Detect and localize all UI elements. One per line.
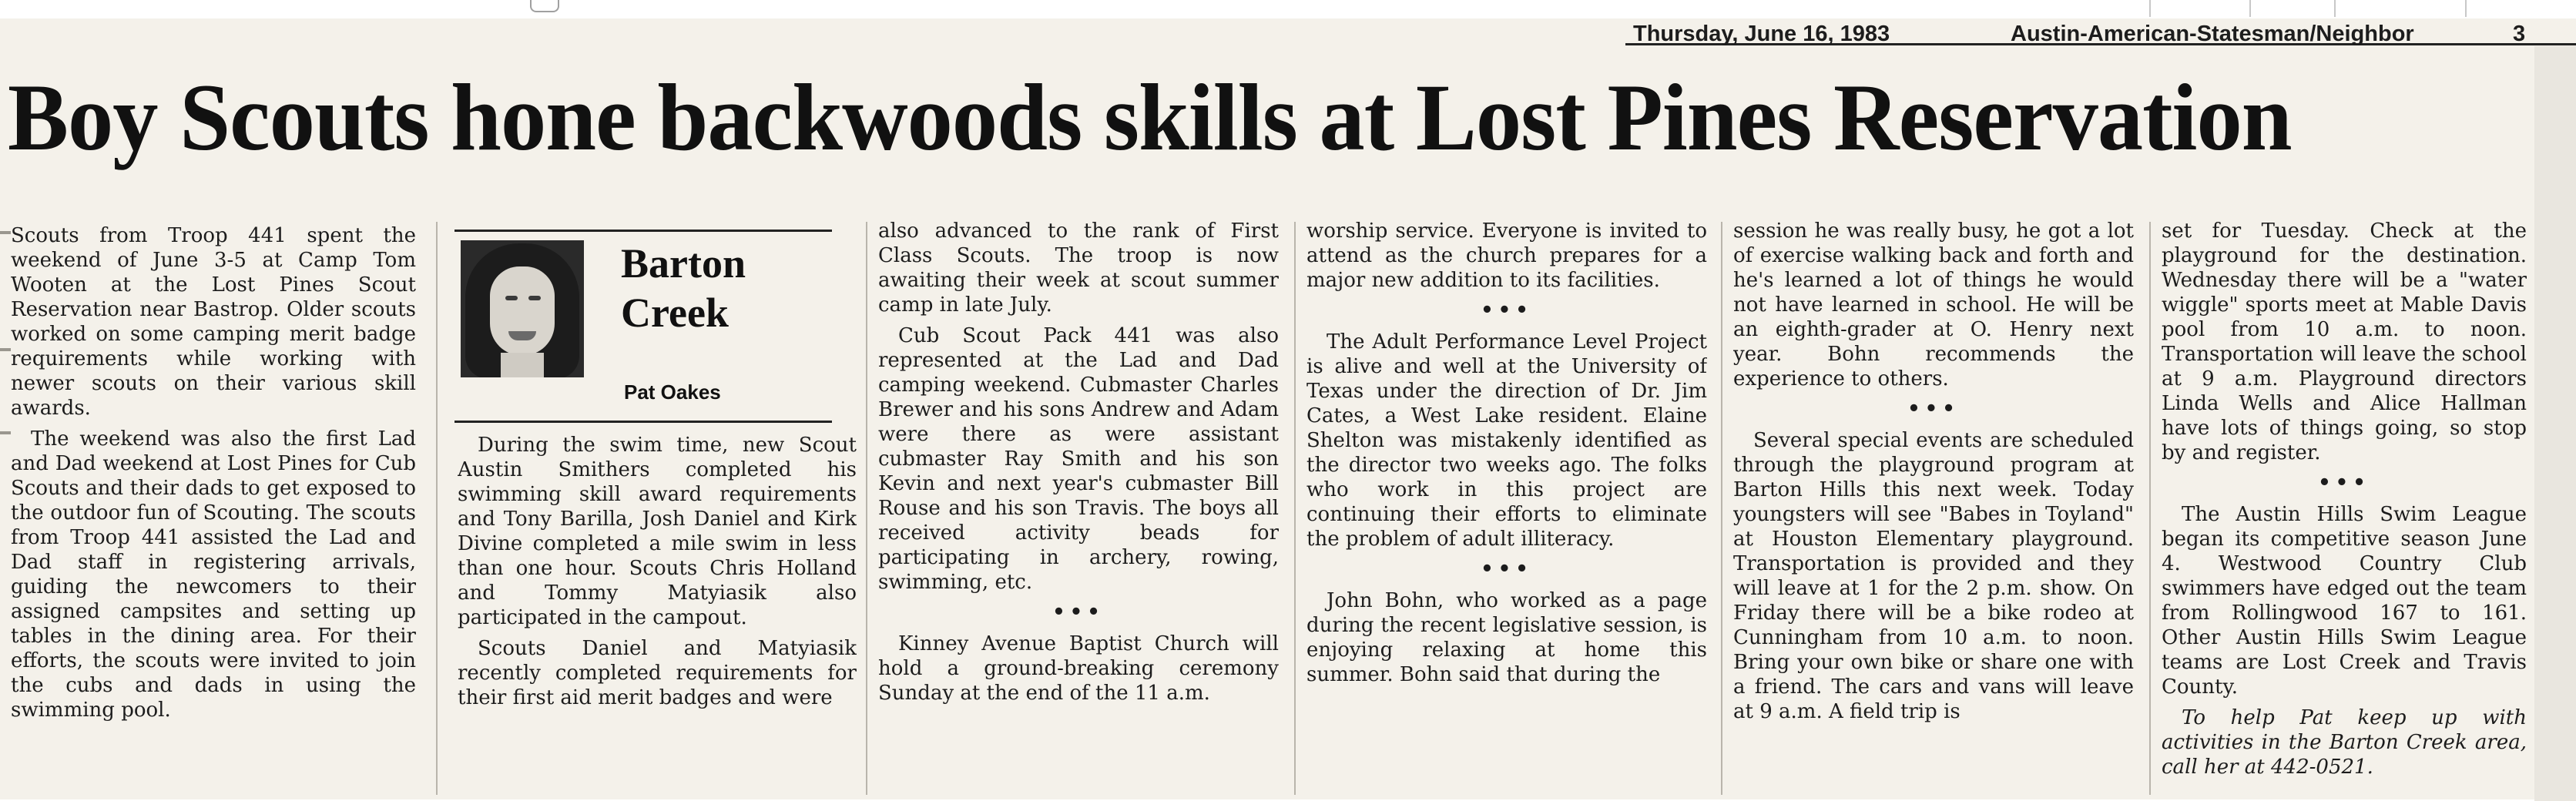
viewer-tab-divider	[2249, 0, 2251, 17]
byline: Pat Oakes	[624, 380, 721, 404]
article-column-6	[2162, 219, 2527, 793]
column-rule	[436, 222, 438, 795]
paragraph: Scouts from Troop 441 spent the weekend of June 3-5 at Camp Tom Wooten at the Lost Pines Scout Reservation near Bastrop. Older scouts worked on some camping merit badge requirements while working with newer scouts on their various skill awards.	[11, 224, 416, 420]
section-separator: •••	[2318, 471, 2370, 494]
viewer-top-strip	[0, 0, 2576, 20]
viewer-handle[interactable]	[530, 0, 559, 12]
paragraph: session he was really busy, he got a lot of exercise walking back and forth and he's learned a lot of things he would not have learned in school. He will be an eighth-grader at O. Henry next year. Bohn recommends the experience to others.	[1733, 220, 2134, 390]
column-box-rule-top	[454, 230, 832, 232]
paragraph: John Bohn, who worked as a page during the recent legislative session, is enjoying relaxing at home this summer. Bohn said that during the	[1306, 589, 1707, 686]
paragraph: Several special events are scheduled through the playground program at Barton Hills this next week. Today youngsters will see "Babes in Toyland" at Houston Elementary playground. Transportation is provided and they will leave at 1 for the 2 p.m. show. On Friday there will be a bike rodeo at Cunningham from 10 a.m. to noon. Bring your own bike or share one with a friend. The cars and vans will leave at 9 a.m. A field trip is	[1733, 429, 2134, 723]
column-box-rule-bottom	[454, 421, 832, 423]
article-column-5	[1733, 219, 2134, 793]
paragraph: The Austin Hills Swim League began its competitive season June 4. Westwood Country Club swimmers have edged out the team from Rollingwood 167 to 161. Other Austin Hills Swim League teams are Lost Creek and Travis County.	[2162, 503, 2527, 699]
paragraph: set for Tuesday. Check at the playground for the destination. Wednesday there will be a "water wiggle" sports meet at Mable Davis pool from 10 a.m. to noon. Transportation will leave the school at 9 a.m. Playground directors Linda Wells and Alice Hallman have lots of things going, so stop by and register.	[2162, 220, 2527, 464]
headline: Boy Scouts hone backwoods skills at Lost Pines Reservation	[8, 65, 2292, 170]
paragraph: worship service. Everyone is invited to attend as the church prepares for a major new addition to its facilities.	[1306, 220, 1707, 292]
article-column-4	[1306, 219, 1707, 793]
scan-edge-mark	[0, 348, 11, 351]
paragraph: The Adult Performance Level Project is alive and well at the University of Texas under the direction of Dr. Jim Cates, a West Lake resident. Elaine Shelton was mistakenly identified as the director two weeks ago. The folks who work in this project are continuing their efforts to eliminate the problem of adult illiteracy.	[1306, 330, 1707, 551]
column-title-line: Barton	[621, 240, 746, 287]
viewer-tab-divider	[2465, 0, 2467, 17]
section-separator: •••	[1481, 558, 1533, 581]
paragraph: Kinney Avenue Baptist Church will hold a ground-breaking ceremony Sunday at the end of the 11 a.m.	[878, 632, 1279, 705]
page-number: 3	[2513, 22, 2526, 46]
column-title	[621, 239, 746, 337]
paragraph: also advanced to the rank of First Class Scouts. The troop is now awaiting their week at scout summer camp in late July.	[878, 220, 1279, 317]
column-rule	[1721, 222, 1722, 795]
section-separator: •••	[1481, 299, 1533, 322]
adjacent-page-edge	[2534, 46, 2576, 801]
paragraph: The weekend was also the first Lad and Dad weekend at Lost Pines for Cub Scouts and their dads to get exposed to the outdoor fun of Scouting. The scouts from Troop 441 assisted the Lad and Dad staff in registering arrivals, guiding the newcomers to their assigned campsites and setting up tables in the dining area. For their efforts, the scouts were invited to join the cubs and dads in using the swimming pool.	[11, 427, 416, 722]
section-name: Austin-American-Statesman/Neighbor	[2011, 22, 2414, 46]
section-separator: •••	[1052, 601, 1105, 624]
article-column-2	[458, 433, 857, 795]
scan-edge-mark	[0, 431, 11, 434]
columnist-photo	[461, 240, 584, 377]
paragraph: Cub Scout Pack 441 was also represented at the Lad and Dad camping weekend. Cubmaster Charles Brewer and his sons Andrew and Adam were there as were assistant cubmaster Ray Smith and his son Kevin and next year's cubmaster Bill Rouse and his son Travis. The boys all received activity beads for participating in archery, rowing, swimming, etc.	[878, 324, 1279, 594]
column-title-line: Creek	[621, 290, 729, 336]
paragraph: Scouts Daniel and Matyiasik recently completed requirements for their first aid merit badges and were	[458, 637, 857, 709]
paragraph: During the swim time, new Scout Austin Smithers completed his swimming skill award requirements and Tony Barilla, Josh Daniel and Kirk Divine completed a mile swim in less than one hour. Scouts Chris Holland and Tommy Matyiasik also participated in the campout.	[458, 434, 857, 629]
article-column-3	[878, 219, 1279, 793]
column-rule	[866, 222, 867, 795]
issue-date: Thursday, June 16, 1983	[1633, 22, 1890, 46]
column-rule	[2149, 222, 2151, 795]
viewer-tab-divider	[2334, 0, 2336, 17]
article-column-1	[11, 223, 416, 797]
viewer-tab-divider	[2149, 0, 2151, 17]
scan-edge-mark	[0, 231, 11, 234]
section-separator: •••	[1907, 397, 1960, 421]
closing-note: To help Pat keep up with activities in the Barton Creek area, call her at 442-0521.	[2162, 706, 2527, 779]
column-rule	[1294, 222, 1296, 795]
